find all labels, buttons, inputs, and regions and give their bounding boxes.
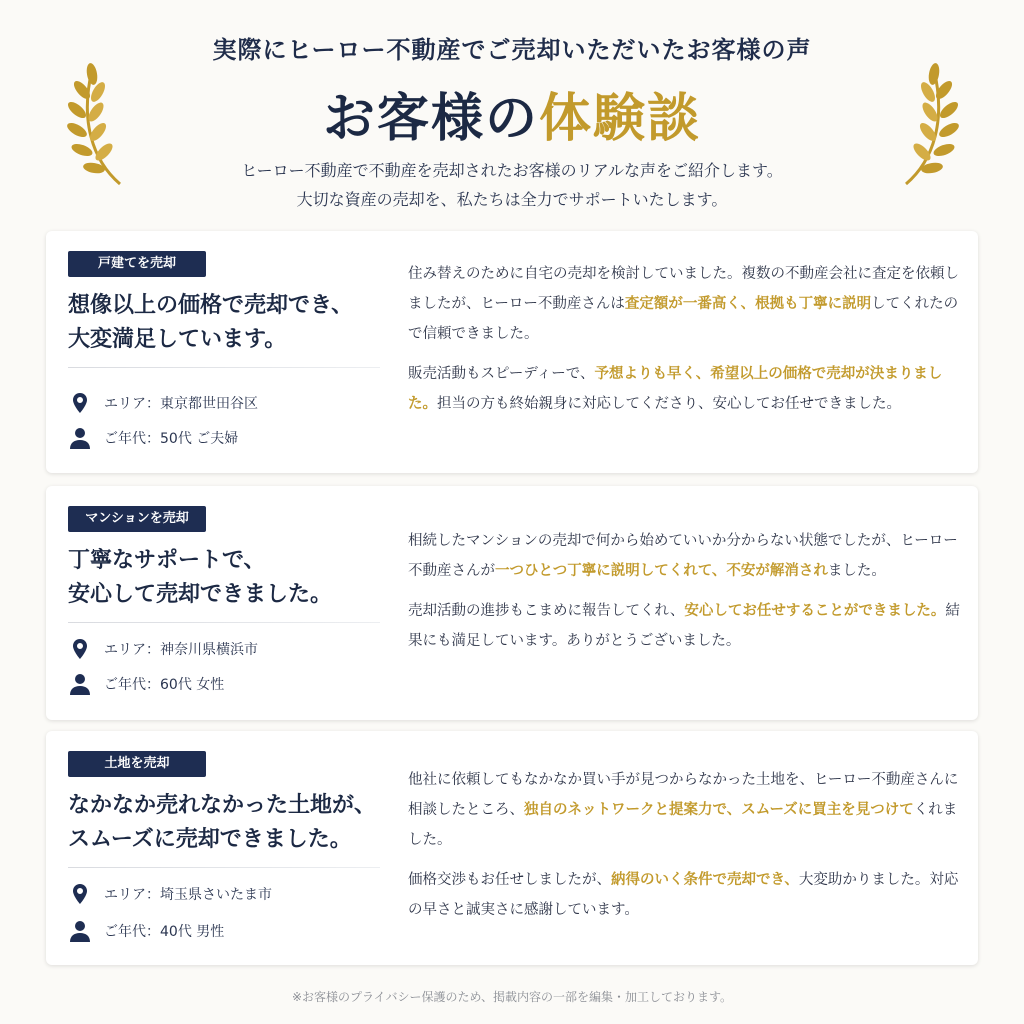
page-title <box>0 76 1024 151</box>
body-paragraph-2 <box>408 359 960 419</box>
intro-text <box>0 156 1024 214</box>
body-highlight: 独自のネットワークと提案力で、スムーズに買主を見つけて <box>524 802 914 818</box>
testimonial-card-2 <box>46 486 978 720</box>
person-icon <box>68 426 92 450</box>
body-text: 他社に依頼してもなかなか買い手が見つからなかった土地を、ヒーロー不動産さんに相談したところ、 <box>408 772 959 818</box>
category-tag: マンションを売却 <box>68 506 206 532</box>
body-paragraph-2 <box>408 865 960 925</box>
testimonial-headline <box>68 289 398 357</box>
body-text: 結果にも満足しています。ありがとうございました。 <box>408 603 960 649</box>
eyebrow-text: 実際にヒーロー不動産でご売却いただいたお客様の声 <box>212 36 812 64</box>
divider <box>68 867 380 868</box>
body-paragraph-1 <box>408 526 960 586</box>
headline-line-2: スムーズに売却できました。 <box>68 827 352 852</box>
map-pin-icon <box>68 882 92 906</box>
body-text: してくれたので信頼できました。 <box>408 296 959 342</box>
body-highlight: 一つひとつ丁寧に説明してくれて、不安が解消され <box>495 563 828 579</box>
person-icon <box>68 919 92 943</box>
body-text: 相続したマンションの売却で何から始めていいか分からない状態でしたが、ヒーロー不動産さんが <box>408 533 958 579</box>
body-paragraph-1 <box>408 765 960 855</box>
age-text: ご年代：50代 ご夫婦 <box>104 431 239 447</box>
area-meta <box>68 636 398 662</box>
age-text: ご年代：60代 女性 <box>104 677 225 693</box>
headline-line-2: 安心して売却できました。 <box>68 582 333 607</box>
category-tag: 土地を売却 <box>68 751 206 777</box>
body-text: 担当の方も終始親身に対応してくださり、安心してお任せできました。 <box>437 396 901 412</box>
testimonial-body <box>408 259 960 429</box>
intro-line-2: 大切な資産の売却を、私たちは全力でサポートいたします。 <box>296 190 728 209</box>
area-text: エリア：埼玉県さいたま市 <box>104 887 272 903</box>
area-text: エリア：神奈川県横浜市 <box>104 642 258 658</box>
body-paragraph-1 <box>408 259 960 349</box>
divider <box>68 622 380 623</box>
body-paragraph-2 <box>408 596 960 656</box>
area-meta <box>68 881 398 907</box>
body-text: 販売活動もスピーディーで、 <box>408 366 595 382</box>
body-text: くれました。 <box>408 802 958 848</box>
body-text: 大変助かりました。対応の早さと誠実さに感謝しています。 <box>408 872 959 918</box>
category-tag: 戸建てを売却 <box>68 251 206 277</box>
body-text: 価格交渉もお任せしましたが、 <box>408 872 611 888</box>
age-text: ご年代：40代 男性 <box>104 924 225 940</box>
testimonial-body <box>408 526 960 666</box>
map-pin-icon <box>68 391 92 415</box>
age-meta <box>68 671 398 697</box>
age-meta <box>68 425 398 451</box>
testimonial-headline <box>68 789 398 857</box>
headline-line-2: 大変満足しています。 <box>68 327 287 352</box>
page-title-accent: 体験談 <box>539 89 702 149</box>
testimonial-card-1 <box>46 231 978 473</box>
body-highlight: 安心してお任せすることができました。 <box>684 603 946 619</box>
testimonial-headline <box>68 544 398 612</box>
map-pin-icon <box>68 637 92 661</box>
body-highlight: 予想よりも早く、希望以上の価格で売却が決まりました。 <box>408 366 943 412</box>
privacy-footnote: ※お客様のプライバシー保護のため、掲載内容の一部を編集・加工しております。 <box>291 990 733 1004</box>
age-meta <box>68 918 398 944</box>
headline-line-1: 想像以上の価格で売却でき、 <box>68 293 354 318</box>
body-text: 売却活動の進捗もこまめに報告してくれ、 <box>408 603 685 619</box>
area-meta <box>68 390 398 416</box>
body-text: 住み替えのために自宅の売却を検討していました。複数の不動産会社に査定を依頼しましたが、ヒーロー不動産さんは <box>408 266 959 312</box>
person-icon <box>68 672 92 696</box>
body-highlight: 査定額が一番高く、根拠も丁寧に説明 <box>624 296 872 312</box>
testimonial-body <box>408 765 960 935</box>
headline-line-1: 丁寧なサポートで、 <box>68 548 266 573</box>
divider <box>68 367 380 368</box>
body-text: ました。 <box>827 563 886 579</box>
page-header <box>0 0 1024 225</box>
area-text: エリア：東京都世田谷区 <box>104 396 258 412</box>
intro-line-1: ヒーロー不動産で不動産を売却されたお客様のリアルな声をご紹介します。 <box>241 161 783 180</box>
page-title-main: お客様の <box>322 89 539 149</box>
body-highlight: 納得のいく条件で売却でき、 <box>611 872 799 888</box>
testimonial-card-3 <box>46 731 978 965</box>
headline-line-1: なかなか売れなかった土地が、 <box>68 793 377 818</box>
